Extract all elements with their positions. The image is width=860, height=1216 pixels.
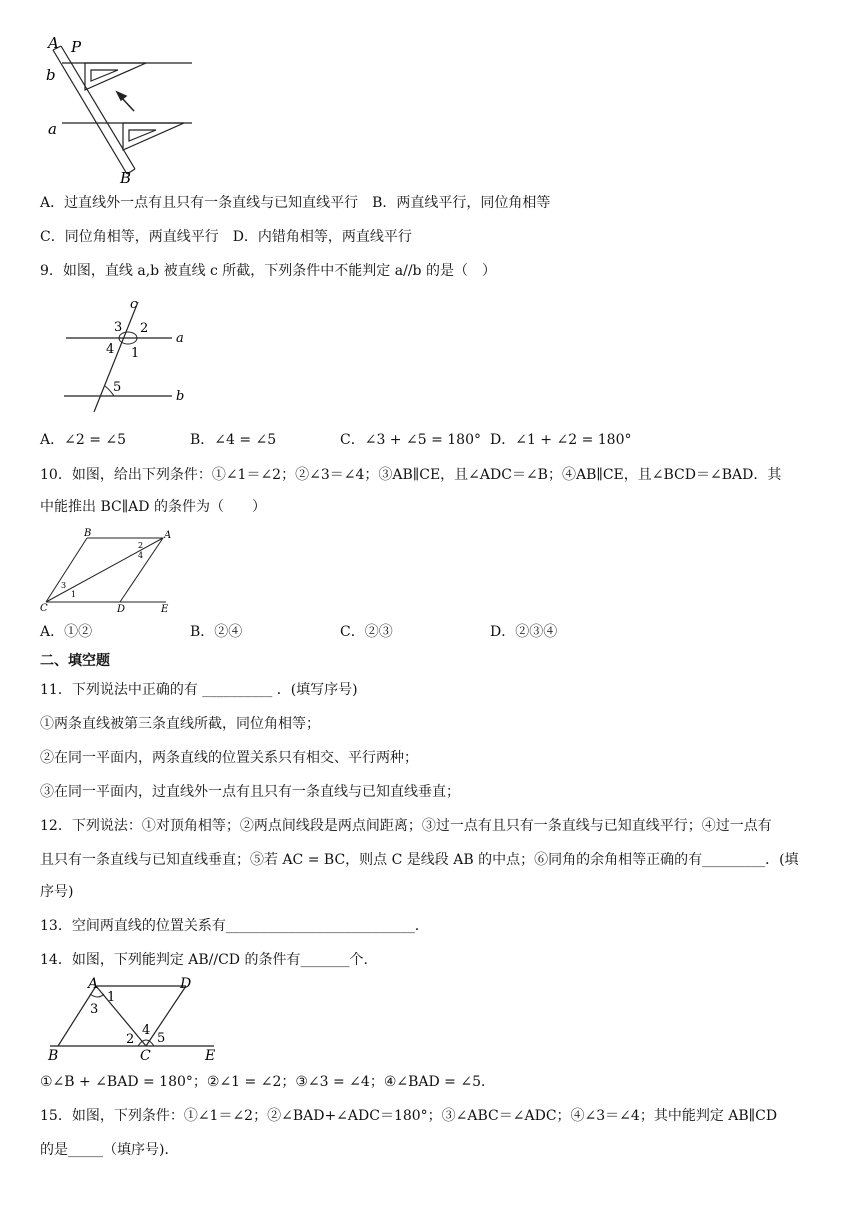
label-2: 2: [138, 541, 144, 550]
label-E: E: [205, 1048, 216, 1064]
label-4: 4: [106, 342, 115, 357]
label-B: B: [120, 169, 132, 187]
label-3: 3: [61, 581, 67, 590]
ruler: [53, 46, 135, 174]
label-A: A: [164, 530, 172, 541]
label-a: a: [48, 120, 57, 138]
angle-arcs-A: [90, 994, 104, 997]
label-1: 1: [107, 990, 116, 1005]
arrow: [117, 92, 134, 111]
label-D: D: [180, 976, 192, 992]
label-D: D: [117, 604, 126, 615]
label-2: 2: [140, 321, 149, 336]
label-C: C: [40, 603, 48, 614]
label-c: c: [130, 297, 138, 312]
q9-option-d: D．∠1 + ∠2 = 180°: [490, 432, 632, 448]
label-1: 1: [131, 346, 140, 361]
q9-option-a: A．∠2 = ∠5: [40, 432, 127, 448]
q10-option-d: D．②③④: [490, 624, 558, 640]
set-square-top: [85, 63, 146, 90]
q15-line-1: 15．如图，下列条件：①∠1＝∠2；②∠BAD+∠ADC＝180°；③∠ABC＝∠ADC；④∠3＝∠4；其中能判定 AB∥CD: [40, 1108, 778, 1124]
q10-stem-line-2: 中能推出 BC∥AD 的条件为（ ）: [40, 499, 266, 515]
label-b: b: [176, 389, 185, 404]
q9-stem: 9．如图，直线 a,b 被直线 c 所截，下列条件中不能判定 a//b 的是（ ）: [40, 263, 496, 279]
q10-option-b: B．②④: [190, 624, 243, 640]
q8-option-line-1: A．过直线外一点有且只有一条直线与已知直线平行 B．两直线平行，同位角相等: [40, 195, 551, 211]
label-5: 5: [157, 1031, 166, 1046]
q11-item-1: ①两条直线被第三条直线所截，同位角相等；: [40, 716, 320, 732]
label-A: A: [48, 34, 59, 52]
q12-line-1: 12．下列说法：①对顶角相等；②两点间线段是两点间距离；③过一点有且只有一条直线与已知直线平行；④过一点有: [40, 818, 772, 834]
segment-AC: [46, 538, 163, 602]
q11-item-3: ③在同一平面内，过直线外一点有且只有一条直线与已知直线垂直；: [40, 784, 460, 800]
q11-stem: 11．下列说法中正确的有 __________ ．(填写序号): [40, 682, 358, 698]
q8-figure: [40, 32, 210, 188]
segment-BC: [46, 538, 87, 602]
q10-option-a: A．①②: [40, 624, 93, 640]
q10-figure: [40, 526, 180, 616]
q10-stem-line-1: 10．如图，给出下列条件：①∠1＝∠2；②∠3＝∠4；③AB∥CE，且∠ADC＝∠B；④AB∥CE，且∠BCD＝∠BAD．其: [40, 467, 782, 483]
label-3: 3: [90, 1002, 99, 1017]
q9-option-c: C．∠3 + ∠5 = 180°: [340, 432, 481, 448]
label-E: E: [161, 604, 169, 615]
label-3: 3: [114, 320, 123, 335]
q14-conditions: ①∠B + ∠BAD = 180°；②∠1 = ∠2；③∠3 = ∠4；④∠BAD = ∠5．: [40, 1074, 495, 1090]
label-C: C: [140, 1048, 151, 1064]
label-B: B: [84, 528, 92, 539]
label-b: b: [46, 66, 56, 84]
label-B: B: [48, 1048, 59, 1064]
label-2: 2: [126, 1032, 135, 1047]
label-5: 5: [113, 380, 122, 395]
q9-option-b: B．∠4 = ∠5: [190, 432, 277, 448]
label-A: A: [88, 976, 99, 992]
label-a: a: [176, 331, 184, 346]
label-1: 1: [71, 590, 77, 599]
q11-item-2: ②在同一平面内，两条直线的位置关系只有相交、平行两种；: [40, 750, 418, 766]
q8-option-line-2: C．同位角相等，两直线平行 D．内错角相等，两直线平行: [40, 229, 412, 245]
set-square-bottom: [123, 123, 184, 150]
label-4: 4: [142, 1023, 151, 1038]
q12-line-3: 序号): [40, 884, 74, 900]
q15-line-2: 的是_____（填序号)．: [40, 1142, 179, 1158]
section-fill-in-heading: 二、填空题: [40, 653, 110, 669]
q14-figure: [40, 976, 230, 1064]
q10-option-c: C．②③: [340, 624, 393, 640]
label-4: 4: [138, 551, 144, 560]
q14-stem: 14．如图，下列能判定 AB//CD 的条件有_______个.: [40, 952, 368, 968]
label-P: P: [71, 38, 82, 56]
q13-stem: 13．空间两直线的位置关系有___________________________．: [40, 918, 429, 934]
segment-CD: [146, 986, 186, 1046]
q12-line-2: 且只有一条直线与已知直线垂直；⑤若 AC = BC，则点 C 是线段 AB 的中点；⑥同角的余角相等正确的有_________．(填: [40, 852, 799, 868]
q9-figure: [60, 296, 190, 414]
